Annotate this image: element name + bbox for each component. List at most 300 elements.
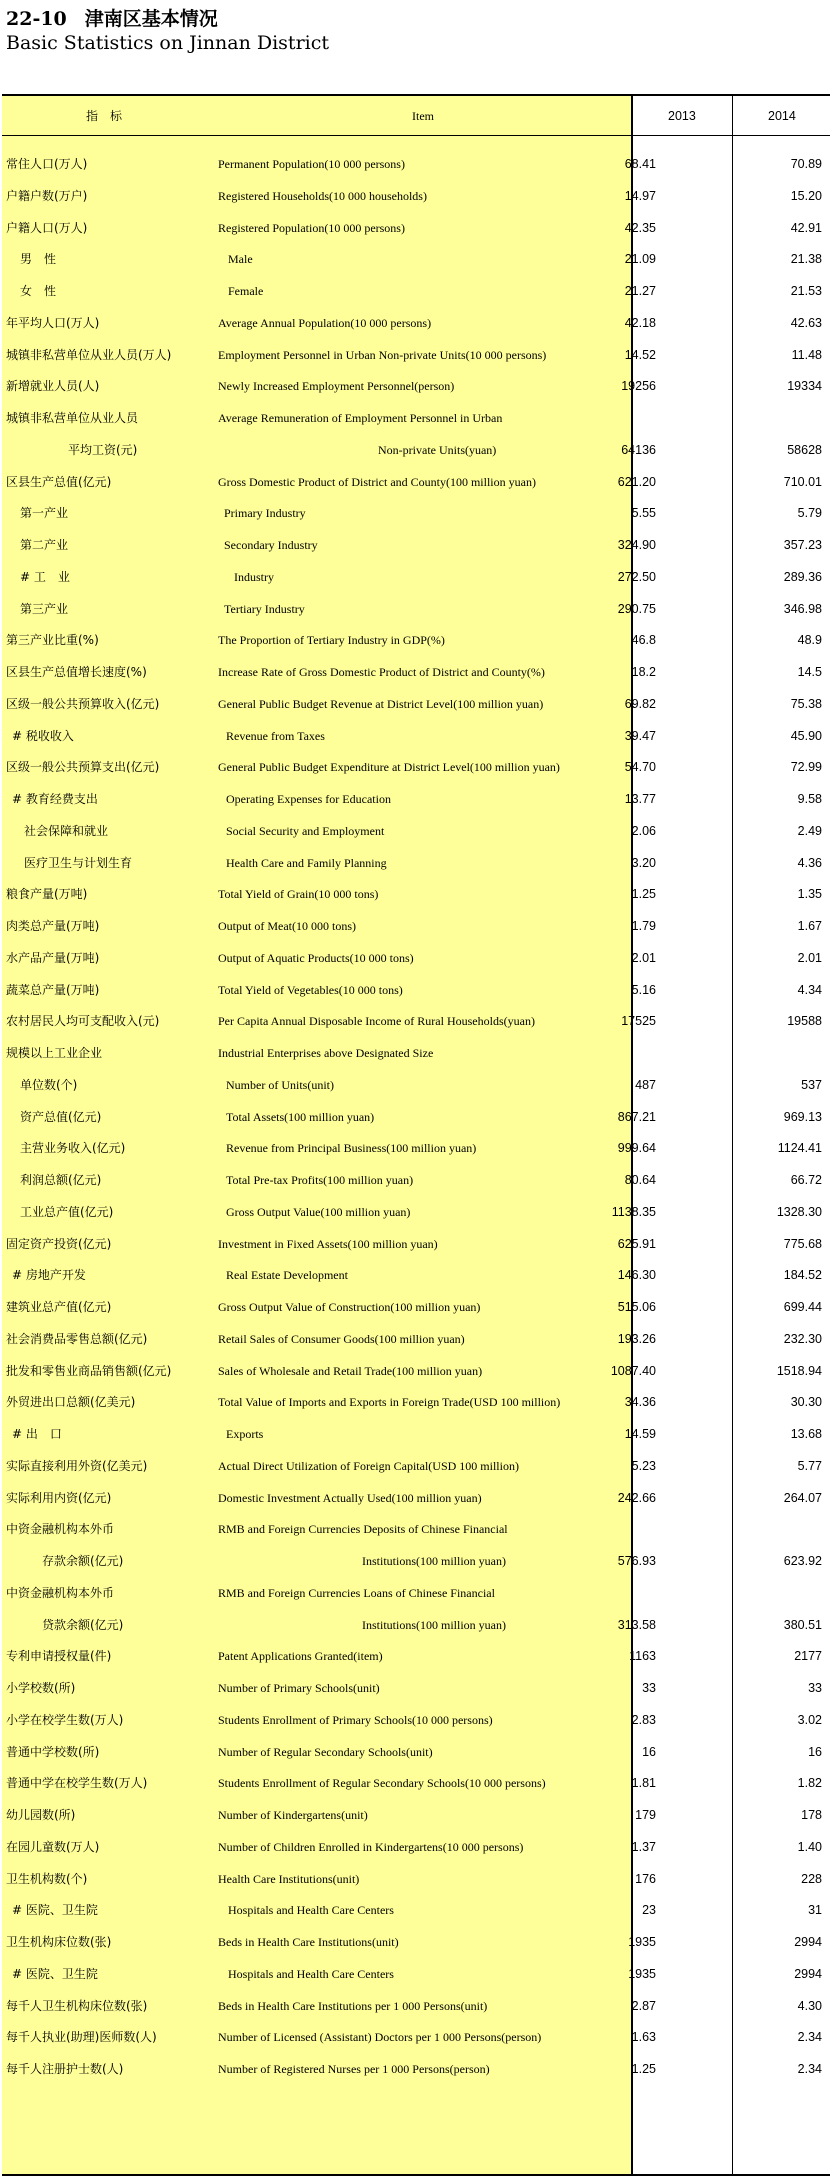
table-row (2, 275, 830, 307)
row-indicator-cn: 年平均人口(万人) (6, 315, 100, 330)
row-indicator-cn: 区县生产总值(亿元) (6, 474, 112, 489)
row-value-2013: 14.52 (624, 347, 656, 362)
table-row (2, 1767, 830, 1799)
row-item-en: Registered Households(10 000 households) (218, 188, 427, 203)
row-item-en: Beds in Health Care Institutions per 1 000 Persons(unit) (218, 1998, 488, 2013)
row-indicator-cn: 第二产业 (20, 538, 69, 552)
row-indicator-cn: 每千人注册护士数(人) (6, 2062, 124, 2076)
row-indicator-cn: 普通中学校数(所) (6, 1744, 100, 1759)
row-indicator-cn: 实际利用内资(亿元) (6, 1490, 112, 1505)
table-row (2, 434, 830, 466)
row-value-2013: 42.35 (624, 220, 656, 235)
table-row (2, 2021, 830, 2053)
row-indicator-cn: 利润总额(亿元) (20, 1173, 102, 1187)
row-value-2013: 1935 (628, 1966, 656, 1981)
row-value-2013: 2.83 (631, 1712, 656, 1727)
row-value-2014: 1328.30 (776, 1204, 822, 1219)
row-value-2014: 1124.41 (777, 1141, 822, 1156)
table-row (2, 529, 830, 561)
row-value-2014: 537 (801, 1077, 822, 1092)
row-item-en: Number of Regular Secondary Schools(unit) (218, 1744, 433, 1759)
row-value-2013: 13.77 (624, 792, 656, 806)
row-item-en: Output of Aquatic Products(10 000 tons) (218, 950, 414, 965)
table-row (2, 1132, 830, 1164)
header-year-2014: 2014 (768, 109, 796, 123)
row-value-2013: 2.06 (631, 823, 656, 838)
table-row (2, 1228, 830, 1260)
row-value-2013: 1.25 (631, 2062, 656, 2076)
table-row (2, 1323, 830, 1355)
table-row (2, 212, 830, 244)
row-indicator-cn: 城镇非私营单位从业人员 (6, 411, 139, 425)
row-indicator-cn: 区县生产总值增长速度(%) (6, 665, 147, 679)
table-row (2, 1037, 830, 1069)
row-value-2013: 515.06 (617, 1300, 656, 1314)
row-item-en: Primary Industry (224, 506, 306, 521)
row-value-2014: 357.23 (783, 538, 822, 552)
row-item-en: Exports (226, 1427, 264, 1441)
table-row (2, 2053, 830, 2085)
row-item-en: Per Capita Annual Disposable Income of Rural Households(yuan) (218, 1014, 535, 1029)
row-value-2013: 42.18 (624, 315, 656, 330)
row-indicator-cn: 在园儿童数(万人) (6, 1839, 100, 1854)
table-row (2, 1482, 830, 1514)
row-indicator-cn: 蔬菜总产量(万吨) (6, 982, 100, 997)
row-indicator-cn: 区级一般公共预算收入(亿元) (6, 696, 160, 711)
table-row (2, 339, 830, 371)
table-row (2, 1005, 830, 1037)
row-value-2014: 58628 (787, 442, 822, 457)
row-item-en: Institutions(100 million yuan) (362, 1617, 506, 1632)
row-item-en: Real Estate Development (226, 1268, 348, 1283)
row-indicator-cn: 资产总值(亿元) (20, 1109, 102, 1124)
row-item-en: Number of Licensed (Assistant) Doctors per 1 000 Persons(person) (218, 2030, 542, 2045)
row-item-en: Industry (234, 569, 274, 584)
row-indicator-cn: 外贸进出口总额(亿美元) (6, 1395, 136, 1410)
row-indicator-cn: # 工 业 (20, 569, 70, 584)
title-chinese: 津南区基本情况 (84, 8, 218, 30)
row-value-2014: 710.01 (783, 474, 822, 489)
table-row (2, 974, 830, 1006)
table-row (2, 1926, 830, 1958)
row-item-en: Tertiary Industry (224, 601, 305, 616)
row-value-2014: 232.30 (783, 1331, 822, 1346)
row-value-2013: 146.30 (617, 1268, 656, 1283)
row-value-2013: 54.70 (624, 760, 656, 775)
row-indicator-cn: 户籍人口(万人) (6, 220, 88, 235)
row-value-2013: 487 (635, 1077, 656, 1092)
row-value-2013: 1.37 (631, 1839, 656, 1854)
row-value-2013: 193.26 (617, 1331, 656, 1346)
row-value-2014: 42.91 (790, 220, 822, 235)
row-value-2014: 2177 (794, 1649, 822, 1664)
row-indicator-cn: 每千人卫生机构床位数(张) (6, 1998, 148, 2013)
row-value-2014: 13.68 (790, 1427, 822, 1441)
row-value-2013: 39.47 (624, 728, 656, 743)
row-value-2014: 33 (808, 1681, 822, 1695)
row-indicator-cn: 工业总产值(亿元) (20, 1204, 114, 1219)
row-item-en: Number of Units(unit) (226, 1077, 334, 1092)
row-value-2013: 1138.35 (611, 1204, 656, 1219)
table-row (2, 1418, 830, 1450)
row-value-2013: 14.97 (624, 188, 656, 203)
row-value-2014: 70.89 (790, 157, 822, 171)
table-row (2, 1513, 830, 1545)
row-value-2014: 1.40 (797, 1839, 822, 1854)
table-row (2, 1863, 830, 1895)
row-value-2014: 75.38 (790, 696, 822, 711)
row-item-en: Registered Population(10 000 persons) (218, 220, 405, 235)
row-value-2013: 46.8 (631, 633, 656, 648)
table-row (2, 1196, 830, 1228)
row-value-2014: 11.48 (791, 347, 822, 362)
row-item-en: Total Yield of Vegetables(10 000 tons) (218, 982, 403, 997)
row-value-2013: 17525 (621, 1014, 656, 1029)
row-value-2013: 867.21 (617, 1109, 656, 1124)
table-row (2, 624, 830, 656)
row-value-2014: 42.63 (790, 315, 822, 330)
row-item-en: RMB and Foreign Currencies Loans of Chinese Financial (218, 1585, 495, 1600)
table-row (2, 1164, 830, 1196)
row-indicator-cn: 户籍户数(万户) (6, 188, 88, 203)
table-row (2, 1704, 830, 1736)
table-row (2, 1101, 830, 1133)
row-value-2014: 19334 (787, 379, 822, 394)
row-item-en: Secondary Industry (224, 538, 318, 552)
title-english: Basic Statistics on Jinnan District (6, 32, 329, 54)
row-value-2013: 313.58 (617, 1617, 656, 1632)
row-indicator-cn: 新增就业人员(人) (6, 379, 100, 394)
row-indicator-cn: 中资金融机构本外币 (6, 1585, 115, 1600)
row-value-2013: 621.20 (617, 474, 656, 489)
row-indicator-cn: 实际直接利用外资(亿美元) (6, 1458, 148, 1473)
row-value-2014: 178 (801, 1808, 822, 1822)
row-indicator-cn: # 税收收入 (12, 728, 74, 743)
row-indicator-cn: 存款余额(亿元) (42, 1554, 124, 1568)
row-item-en: Actual Direct Utilization of Foreign Capital(USD 100 million) (218, 1458, 519, 1473)
row-value-2014: 2.34 (797, 2062, 822, 2076)
row-value-2013: 290.75 (617, 601, 656, 616)
table-row (2, 720, 830, 752)
row-indicator-cn: 平均工资(元) (68, 442, 138, 457)
row-value-2013: 1163 (629, 1649, 656, 1664)
table-row (2, 1640, 830, 1672)
row-indicator-cn: 社会保障和就业 (24, 823, 109, 838)
row-value-2014: 45.90 (790, 728, 822, 743)
row-indicator-cn: # 教育经费支出 (12, 792, 98, 806)
header-indicator: 指 标 (86, 109, 123, 123)
row-value-2014: 4.30 (797, 1998, 822, 2013)
table-row (2, 1291, 830, 1323)
row-value-2014: 346.98 (783, 601, 822, 616)
row-indicator-cn: 水产品产量(万吨) (6, 950, 100, 965)
table-row (2, 148, 830, 180)
row-item-en: Sales of Wholesale and Retail Trade(100 million yuan) (218, 1363, 483, 1378)
row-value-2014: 15.20 (790, 188, 822, 203)
header-item: Item (412, 109, 434, 123)
row-indicator-cn: 卫生机构数(个) (6, 1871, 88, 1886)
row-value-2014: 9.58 (797, 792, 822, 806)
row-value-2014: 31 (808, 1903, 822, 1918)
row-item-en: RMB and Foreign Currencies Deposits of Chinese Financial (218, 1522, 508, 1537)
table-row (2, 1259, 830, 1291)
row-indicator-cn: # 房地产开发 (12, 1268, 86, 1283)
table-row (2, 1831, 830, 1863)
row-value-2014: 16 (808, 1744, 822, 1759)
row-item-en: Beds in Health Care Institutions(unit) (218, 1935, 399, 1949)
row-value-2013: 2.01 (631, 950, 656, 965)
row-indicator-cn: 男 性 (20, 252, 57, 267)
row-value-2013: 179 (635, 1808, 656, 1822)
row-indicator-cn: 常住人口(万人) (6, 157, 88, 171)
row-indicator-cn: 小学在校学生数(万人) (6, 1712, 124, 1727)
row-value-2013: 64136 (621, 442, 656, 457)
row-value-2013: 1.81 (631, 1776, 656, 1791)
row-value-2014: 2.49 (797, 823, 822, 838)
row-value-2014: 2994 (794, 1966, 822, 1981)
row-item-en: Total Assets(100 million yuan) (226, 1109, 375, 1124)
table-row (2, 1799, 830, 1831)
row-item-en: Output of Meat(10 000 tons) (218, 919, 356, 933)
row-indicator-cn: # 出 口 (12, 1427, 62, 1441)
row-value-2014: 2994 (794, 1935, 822, 1949)
row-indicator-cn: 卫生机构床位数(张) (6, 1935, 112, 1949)
row-value-2014: 21.38 (790, 252, 822, 267)
row-value-2014: 2.34 (797, 2030, 822, 2045)
row-value-2013: 21.27 (624, 284, 656, 298)
row-value-2014: 289.36 (783, 569, 822, 584)
row-value-2014: 19588 (787, 1014, 822, 1029)
table-row (2, 466, 830, 498)
statistics-table (2, 94, 830, 2176)
row-indicator-cn: 城镇非私营单位从业人员(万人) (6, 347, 172, 362)
row-indicator-cn: 专利申请授权量(件) (6, 1649, 112, 1664)
table-row (2, 1355, 830, 1387)
row-value-2014: 228 (801, 1871, 822, 1886)
row-value-2013: 68.41 (624, 157, 656, 171)
row-value-2014: 623.92 (783, 1554, 822, 1568)
row-indicator-cn: 固定资产投资(亿元) (6, 1236, 112, 1251)
row-value-2013: 3.20 (631, 855, 656, 870)
row-value-2013: 272.50 (617, 569, 656, 584)
row-indicator-cn: 每千人执业(助理)医师数(人) (6, 2030, 157, 2045)
row-item-en: Male (228, 252, 253, 267)
row-item-en: Newly Increased Employment Personnel(person) (218, 379, 455, 394)
row-item-en: Investment in Fixed Assets(100 million yuan) (218, 1236, 438, 1251)
row-value-2014: 5.77 (797, 1458, 822, 1473)
table-row (2, 561, 830, 593)
row-value-2014: 1.82 (797, 1776, 822, 1791)
row-indicator-cn: 医疗卫生与计划生育 (24, 855, 133, 870)
row-indicator-cn: 女 性 (20, 284, 57, 298)
table-row (2, 1577, 830, 1609)
row-item-en: Hospitals and Health Care Centers (228, 1966, 394, 1981)
row-value-2014: 699.44 (783, 1300, 822, 1314)
row-item-en: Number of Kindergartens(unit) (218, 1808, 368, 1822)
row-indicator-cn: 幼儿园数(所) (6, 1808, 76, 1822)
row-item-en: Domestic Investment Actually Used(100 million yuan) (218, 1490, 482, 1505)
row-indicator-cn: 区级一般公共预算支出(亿元) (6, 760, 160, 775)
row-item-en: Students Enrollment of Regular Secondary Schools(10 000 persons) (218, 1776, 546, 1791)
row-indicator-cn: 主营业务收入(亿元) (20, 1141, 126, 1156)
row-value-2014: 48.9 (797, 633, 822, 648)
table-row (2, 656, 830, 688)
row-value-2014: 184.52 (783, 1268, 822, 1283)
row-value-2013: 1087.40 (610, 1363, 656, 1378)
row-value-2013: 625.91 (617, 1236, 656, 1251)
row-indicator-cn: # 医院、卫生院 (12, 1903, 98, 1918)
table-row (2, 1672, 830, 1704)
row-value-2013: 33 (642, 1681, 656, 1695)
row-value-2014: 14.5 (797, 665, 822, 679)
table-row (2, 307, 830, 339)
row-item-en: Average Remuneration of Employment Personnel in Urban (218, 411, 503, 425)
table-row (2, 1990, 830, 2022)
row-item-en: Total Pre-tax Profits(100 million yuan) (226, 1173, 414, 1187)
row-value-2014: 1.67 (797, 919, 822, 933)
row-value-2013: 16 (642, 1744, 656, 1759)
table-row (2, 688, 830, 720)
row-value-2013: 80.64 (624, 1173, 656, 1187)
row-value-2013: 5.55 (631, 506, 656, 521)
row-item-en: Patent Applications Granted(item) (218, 1649, 383, 1664)
table-row (2, 180, 830, 212)
row-item-en: Number of Primary Schools(unit) (218, 1681, 380, 1695)
table-row (2, 910, 830, 942)
row-indicator-cn: 普通中学在校学生数(万人) (6, 1776, 148, 1791)
row-item-en: Hospitals and Health Care Centers (228, 1903, 394, 1918)
row-indicator-cn: 社会消费品零售总额(亿元) (6, 1331, 148, 1346)
row-value-2014: 30.30 (790, 1395, 822, 1410)
row-indicator-cn: 建筑业总产值(亿元) (6, 1300, 112, 1314)
row-value-2013: 324.90 (617, 538, 656, 552)
page-title (6, 8, 329, 30)
row-item-en: Health Care and Family Planning (226, 855, 387, 870)
row-value-2013: 999.64 (617, 1141, 656, 1156)
table-row (2, 497, 830, 529)
row-item-en: Average Annual Population(10 000 persons) (218, 315, 432, 330)
row-value-2014: 66.72 (790, 1173, 822, 1187)
row-value-2014: 1.35 (797, 887, 822, 902)
table-number: 22-10 (6, 8, 67, 30)
row-value-2013: 1935 (628, 1935, 656, 1949)
row-value-2013: 1.25 (631, 887, 656, 902)
row-value-2013: 69.82 (624, 696, 656, 711)
table-row (2, 1894, 830, 1926)
row-item-en: Health Care Institutions(unit) (218, 1871, 360, 1886)
table-row (2, 1545, 830, 1577)
row-item-en: Non-private Units(yuan) (378, 442, 497, 457)
row-indicator-cn: 中资金融机构本外币 (6, 1522, 115, 1537)
row-item-en: Total Yield of Grain(10 000 tons) (218, 887, 379, 902)
row-value-2014: 5.79 (797, 506, 822, 521)
row-item-en: Retail Sales of Consumer Goods(100 million yuan) (218, 1331, 465, 1346)
row-indicator-cn: 规模以上工业企业 (6, 1046, 103, 1060)
row-item-en: Social Security and Employment (226, 823, 385, 838)
row-indicator-cn: 第三产业 (20, 601, 69, 616)
table-row (2, 942, 830, 974)
row-item-en: The Proportion of Tertiary Industry in GDP(%) (218, 633, 445, 648)
row-item-en: General Public Budget Revenue at District Level(100 million yuan) (218, 696, 544, 711)
row-value-2013: 18.2 (631, 665, 656, 679)
row-item-en: Female (228, 284, 264, 298)
table-row (2, 1736, 830, 1768)
row-value-2013: 19256 (621, 379, 656, 394)
row-value-2013: 1.63 (631, 2030, 656, 2045)
row-indicator-cn: 单位数(个) (20, 1077, 78, 1092)
title-block (6, 8, 329, 56)
row-value-2013: 176 (635, 1871, 656, 1886)
row-indicator-cn: 小学校数(所) (6, 1681, 76, 1695)
row-item-en: Permanent Population(10 000 persons) (218, 157, 405, 171)
row-item-en: Increase Rate of Gross Domestic Product of District and County(%) (218, 665, 545, 679)
table-row (2, 783, 830, 815)
row-item-en: Operating Expenses for Education (226, 792, 391, 806)
row-indicator-cn: 贷款余额(亿元) (42, 1617, 124, 1632)
row-value-2014: 2.01 (797, 950, 822, 965)
table-row (2, 1958, 830, 1990)
row-item-en: Revenue from Taxes (226, 728, 325, 743)
row-value-2013: 14.59 (624, 1427, 656, 1441)
row-indicator-cn: 第一产业 (20, 506, 69, 521)
row-value-2013: 5.23 (631, 1458, 656, 1473)
row-value-2013: 5.16 (631, 982, 656, 997)
row-value-2013: 34.36 (624, 1395, 656, 1410)
table-body (2, 148, 830, 2085)
row-value-2014: 775.68 (783, 1236, 822, 1251)
table-row (2, 847, 830, 879)
row-item-en: Number of Children Enrolled in Kindergartens(10 000 persons) (218, 1839, 524, 1854)
table-row (2, 1386, 830, 1418)
row-value-2013: 1.79 (631, 919, 656, 933)
table-row (2, 593, 830, 625)
row-item-en: General Public Budget Expenditure at District Level(100 million yuan) (218, 760, 560, 775)
row-item-en: Students Enrollment of Primary Schools(10 000 persons) (218, 1712, 493, 1727)
row-item-en: Revenue from Principal Business(100 million yuan) (226, 1141, 477, 1156)
row-indicator-cn: # 医院、卫生院 (12, 1966, 98, 1981)
row-item-en: Gross Output Value of Construction(100 million yuan) (218, 1300, 481, 1314)
table-row (2, 1450, 830, 1482)
row-value-2014: 3.02 (797, 1712, 822, 1727)
row-value-2014: 380.51 (783, 1617, 822, 1632)
row-item-en: Total Value of Imports and Exports in Foreign Trade(USD 100 million) (218, 1395, 561, 1410)
row-indicator-cn: 第三产业比重(%) (6, 633, 99, 648)
row-value-2014: 4.36 (797, 855, 822, 870)
row-value-2014: 21.53 (790, 284, 822, 298)
table-row (2, 751, 830, 783)
table-row (2, 1069, 830, 1101)
row-value-2013: 23 (642, 1903, 656, 1918)
row-value-2014: 1518.94 (776, 1363, 822, 1378)
row-item-en: Number of Registered Nurses per 1 000 Persons(person) (218, 2062, 490, 2076)
row-item-en: Employment Personnel in Urban Non-private Units(10 000 persons) (218, 347, 547, 362)
row-indicator-cn: 批发和零售业商品销售额(亿元) (6, 1363, 172, 1378)
row-indicator-cn: 肉类总产量(万吨) (6, 919, 100, 933)
row-value-2014: 72.99 (790, 760, 822, 775)
table-row (2, 1609, 830, 1641)
row-value-2013: 576.93 (617, 1554, 656, 1568)
table-row (2, 370, 830, 402)
row-indicator-cn: 农村居民人均可支配收入(元) (6, 1014, 160, 1029)
table-row (2, 402, 830, 434)
row-value-2013: 2.87 (631, 1998, 656, 2013)
row-item-en: Industrial Enterprises above Designated Size (218, 1046, 434, 1060)
row-value-2013: 21.09 (624, 252, 656, 267)
table-row (2, 878, 830, 910)
table-header (2, 96, 830, 136)
header-year-2013: 2013 (668, 109, 696, 123)
row-item-en: Institutions(100 million yuan) (362, 1554, 506, 1568)
